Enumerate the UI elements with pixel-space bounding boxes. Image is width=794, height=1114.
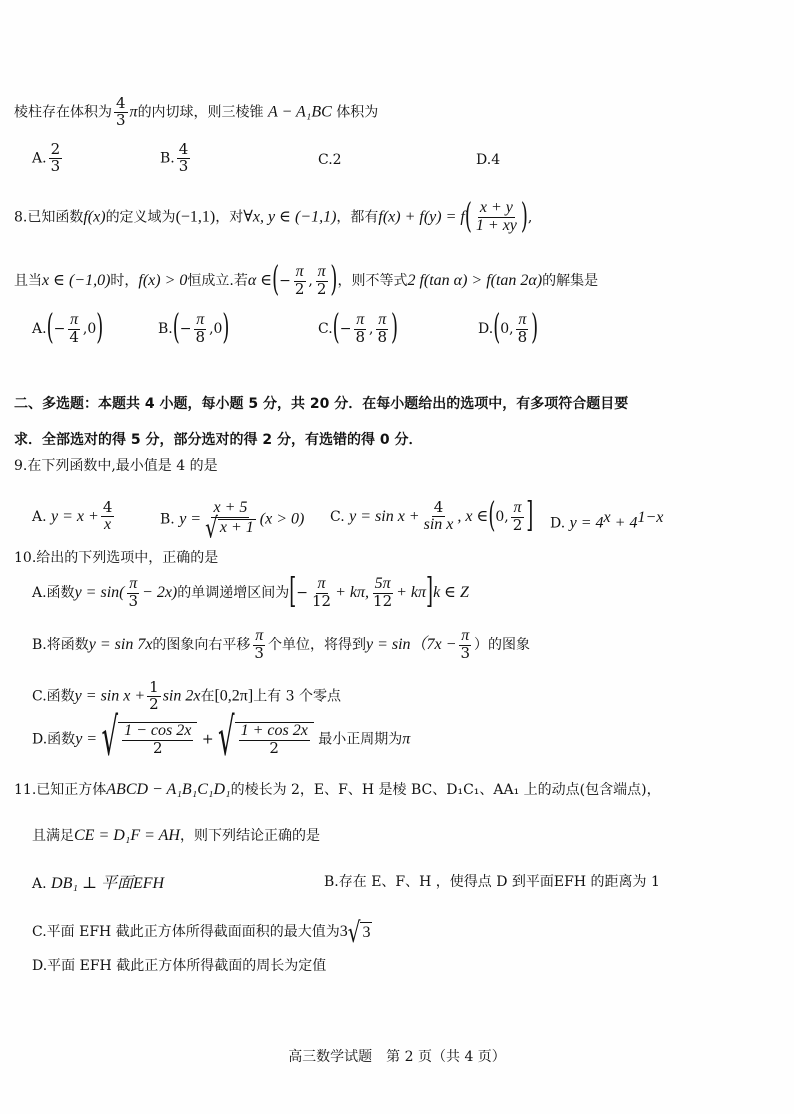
q8-option-a: A.(− $\frac{\pi}{4}$ ,0) bbox=[32, 308, 104, 349]
q8-option-d: D.(0, $\frac{\pi}{8}$ ) bbox=[478, 308, 539, 349]
q11-option-d: D.平面 EFH 截此正方体所得截面的周长为定值 bbox=[32, 958, 327, 974]
q7-option-a: A. $\frac{2}{3}$ bbox=[32, 140, 61, 175]
section2-header-line1: 二、多选题：本题共 4 小题，每小题 5 分，共 20 分．在每小题给出的选项中，有多项符合题目要 bbox=[14, 396, 629, 412]
q9-option-b: B. y = x + 5 √ x + 1 (x > 0) bbox=[160, 499, 305, 545]
q11-option-c: C.平面 EFH 截此正方体所得截面面积的最大值为3 √ 3 bbox=[32, 915, 371, 949]
q10-stem: 10.给出的下列选项中，正确的是 bbox=[14, 550, 219, 566]
q10-option-c: C.函数y = sin x + $\frac{1}{2}$ sin 2x在[0,2π]上有 3 个零点 bbox=[32, 678, 342, 713]
q11-option-b: B.存在 E、F、H ，使得点 D 到平面EFH 的距离为 1 bbox=[324, 874, 660, 890]
q11-stem-line2: 且满足CE = D₁F = AH，则下列结论正确的是 bbox=[32, 827, 320, 844]
q8-option-c: C.(− $\frac{\pi}{8}$ , $\frac{\pi}{8}$ ) bbox=[318, 308, 399, 349]
q11-option-a: A. DB₁ ⊥ 平面EFH bbox=[32, 875, 165, 892]
q9-option-d: D. $y = 4^x + 4^{1-x}$ bbox=[550, 509, 664, 532]
q7-option-c: C.2 bbox=[318, 152, 342, 168]
q9-option-c: C. y = sin x + $\frac{4}{\text{sin x}}$ , x ∈(0, $\frac{\pi}{2}$ ] bbox=[330, 496, 534, 537]
q9-option-a: A. y = x + $\frac{4}{x}$ bbox=[32, 498, 113, 533]
section2-header-line2: 求．全部选对的得 5 分，部分选对的得 2 分，有选错的得 0 分． bbox=[14, 432, 423, 448]
q10-option-d: D.函数y = √ $\frac{1 - \cos 2x}{2}$ + √ $\frac{1 + \cos 2x}{2}$ 最小正周期为π bbox=[32, 708, 411, 769]
page-footer: 高三数学试题 第 2 页（共 4 页） bbox=[288, 1049, 506, 1065]
q7-option-d: D.4 bbox=[476, 152, 501, 168]
q7-option-b: B. $\frac{4}{3}$ bbox=[160, 140, 189, 175]
q7-stem: 棱柱存在体积为 $\frac{4}{3}$ π的内切球，则三棱锥 A − A₁BC 体积为 bbox=[14, 94, 379, 129]
q10-option-b: B.将函数y = sin 7x的图象向右平移 $\frac{\pi}{3}$ 个单位，将得到y = sin（7x − $\frac{\pi}{3}$ ）的图象 bbox=[32, 627, 530, 662]
q11-stem-line1: 11.已知正方体ABCD − A₁B₁C₁D₁的棱长为 2，E、F、H 是棱 BC、D₁C₁、AA₁ 上的动点(包含端点)， bbox=[14, 781, 661, 798]
q8-stem-line1: 8.已知函数f(x)的定义域为(−1,1)，对∀x, y ∈ (−1,1)，都有f(x) + f(y) = f( $\frac{x + y}{1 + xy}$ ), bbox=[14, 196, 533, 237]
q9-stem: 9.在下列函数中,最小值是 4 的是 bbox=[14, 458, 218, 474]
q8-stem-line2: 且当x ∈ (−1,0)时，f(x) > 0恒成立.若α ∈(− $\frac{\pi}{2}$ , $\frac{\pi}{2}$ )，则不等式2 f(tan α) > f(tan 2α)的解集是 bbox=[14, 260, 599, 301]
q8-option-b: B.(− $\frac{\pi}{8}$ ,0) bbox=[158, 308, 230, 349]
q10-option-a: A.函数y = sin( $\frac{\pi}{3}$ − 2x)的单调递增区间为[− $\frac{\pi}{12}$ + kπ, $\frac{5\pi}{12}$ + kπ]k ∈ Z bbox=[32, 572, 469, 613]
